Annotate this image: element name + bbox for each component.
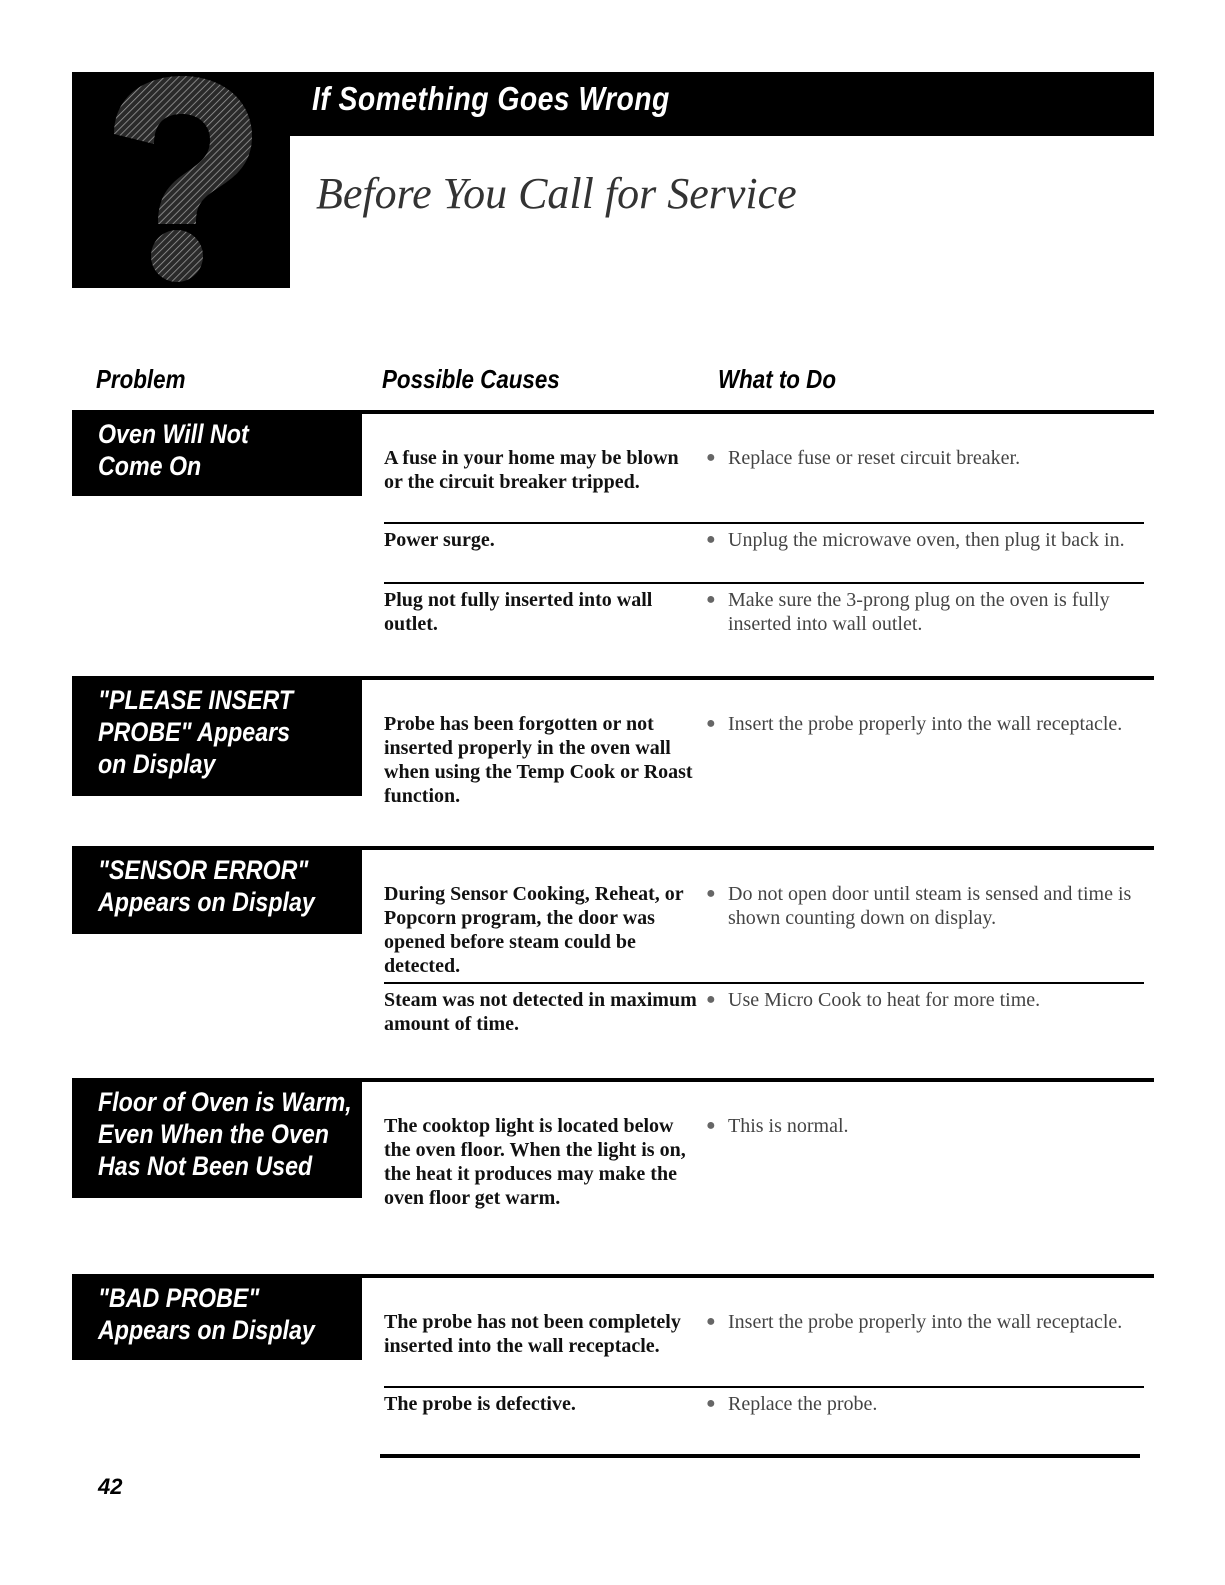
question-mark-icon [94, 76, 264, 284]
todo-label: Make sure the 3-prong plug on the oven is fully inserted into wall outlet. [728, 589, 1110, 635]
problem-label: "PLEASE INSERT PROBE" Appears on Display [98, 685, 294, 779]
problem-label: "SENSOR ERROR" Appears on Display [98, 855, 315, 917]
row-rule [384, 582, 1144, 584]
problem-box [72, 1274, 362, 1360]
todo-label: Insert the probe properly into the wall receptacle. [728, 713, 1123, 735]
todo-text [702, 882, 1152, 930]
column-heading-causes: Possible Causes [382, 364, 560, 394]
problem-box [72, 676, 362, 796]
bullet-icon: ● [706, 715, 716, 732]
page-subtitle: Before You Call for Service [316, 169, 797, 218]
page-title: If Something Goes Wrong [312, 80, 670, 117]
section-rule [360, 410, 1154, 414]
todo-text [702, 1310, 1152, 1334]
bullet-icon: ● [706, 1395, 716, 1412]
todo-label: Do not open door until steam is sensed and time is shown counting down on display. [728, 883, 1132, 929]
bullet-icon: ● [706, 1313, 716, 1330]
row-rule [384, 982, 1144, 984]
column-heading-problem: Problem [96, 364, 186, 394]
cause-text: The cooktop light is located below the oven floor. When the light is on, the heat it produces may make the oven floor get warm. [384, 1115, 686, 1209]
todo-text [702, 528, 1152, 552]
todo-text [702, 712, 1152, 736]
cause-text: Plug not fully inserted into wall outlet. [384, 589, 653, 635]
bullet-icon: ● [706, 531, 716, 548]
todo-label: Insert the probe properly into the wall receptacle. [728, 1311, 1123, 1333]
todo-text [702, 1114, 1152, 1138]
todo-text [702, 446, 1152, 470]
problem-label: Oven Will Not Come On [98, 419, 249, 481]
bullet-icon: ● [706, 991, 716, 1008]
row-rule [384, 522, 1144, 524]
column-heading-todo: What to Do [718, 364, 836, 394]
todo-text [702, 588, 1152, 636]
cause-text: Power surge. [384, 529, 495, 551]
cause-text: A fuse in your home may be blown or the circuit breaker tripped. [384, 447, 679, 493]
cause-text: Probe has been forgotten or not inserted properly in the oven wall when using the Temp Cook or Roast function. [384, 713, 693, 807]
todo-text [702, 1392, 1152, 1416]
bullet-icon: ● [706, 449, 716, 466]
page-number: 42 [98, 1474, 123, 1499]
bullet-icon: ● [706, 1117, 716, 1134]
section-rule [360, 1078, 1154, 1082]
question-box [72, 72, 290, 288]
todo-label: Replace the probe. [728, 1393, 878, 1415]
cause-text: The probe has not been completely inserted into the wall receptacle. [384, 1311, 681, 1357]
section-rule [360, 676, 1154, 680]
cause-text: Steam was not detected in maximum amount of time. [384, 989, 697, 1035]
problem-box [72, 846, 362, 934]
todo-label: Use Micro Cook to heat for more time. [728, 989, 1041, 1011]
todo-label: Unplug the microwave oven, then plug it back in. [728, 529, 1125, 551]
bottom-rule [380, 1454, 1140, 1458]
problem-box [72, 1078, 362, 1198]
section-rule [360, 846, 1154, 850]
bullet-icon: ● [706, 591, 716, 608]
row-rule [384, 1386, 1144, 1388]
section-rule [360, 1274, 1154, 1278]
problem-box [72, 410, 362, 496]
cause-text: The probe is defective. [384, 1393, 576, 1415]
todo-label: Replace fuse or reset circuit breaker. [728, 447, 1021, 469]
bullet-icon: ● [706, 885, 716, 902]
problem-label: Floor of Oven is Warm, Even When the Oven Has Not Been Used [98, 1087, 352, 1181]
todo-label: This is normal. [728, 1115, 849, 1137]
todo-text [702, 988, 1152, 1012]
cause-text: During Sensor Cooking, Reheat, or Popcorn program, the door was opened before steam could be detected. [384, 883, 684, 977]
problem-label: "BAD PROBE" Appears on Display [98, 1283, 315, 1345]
